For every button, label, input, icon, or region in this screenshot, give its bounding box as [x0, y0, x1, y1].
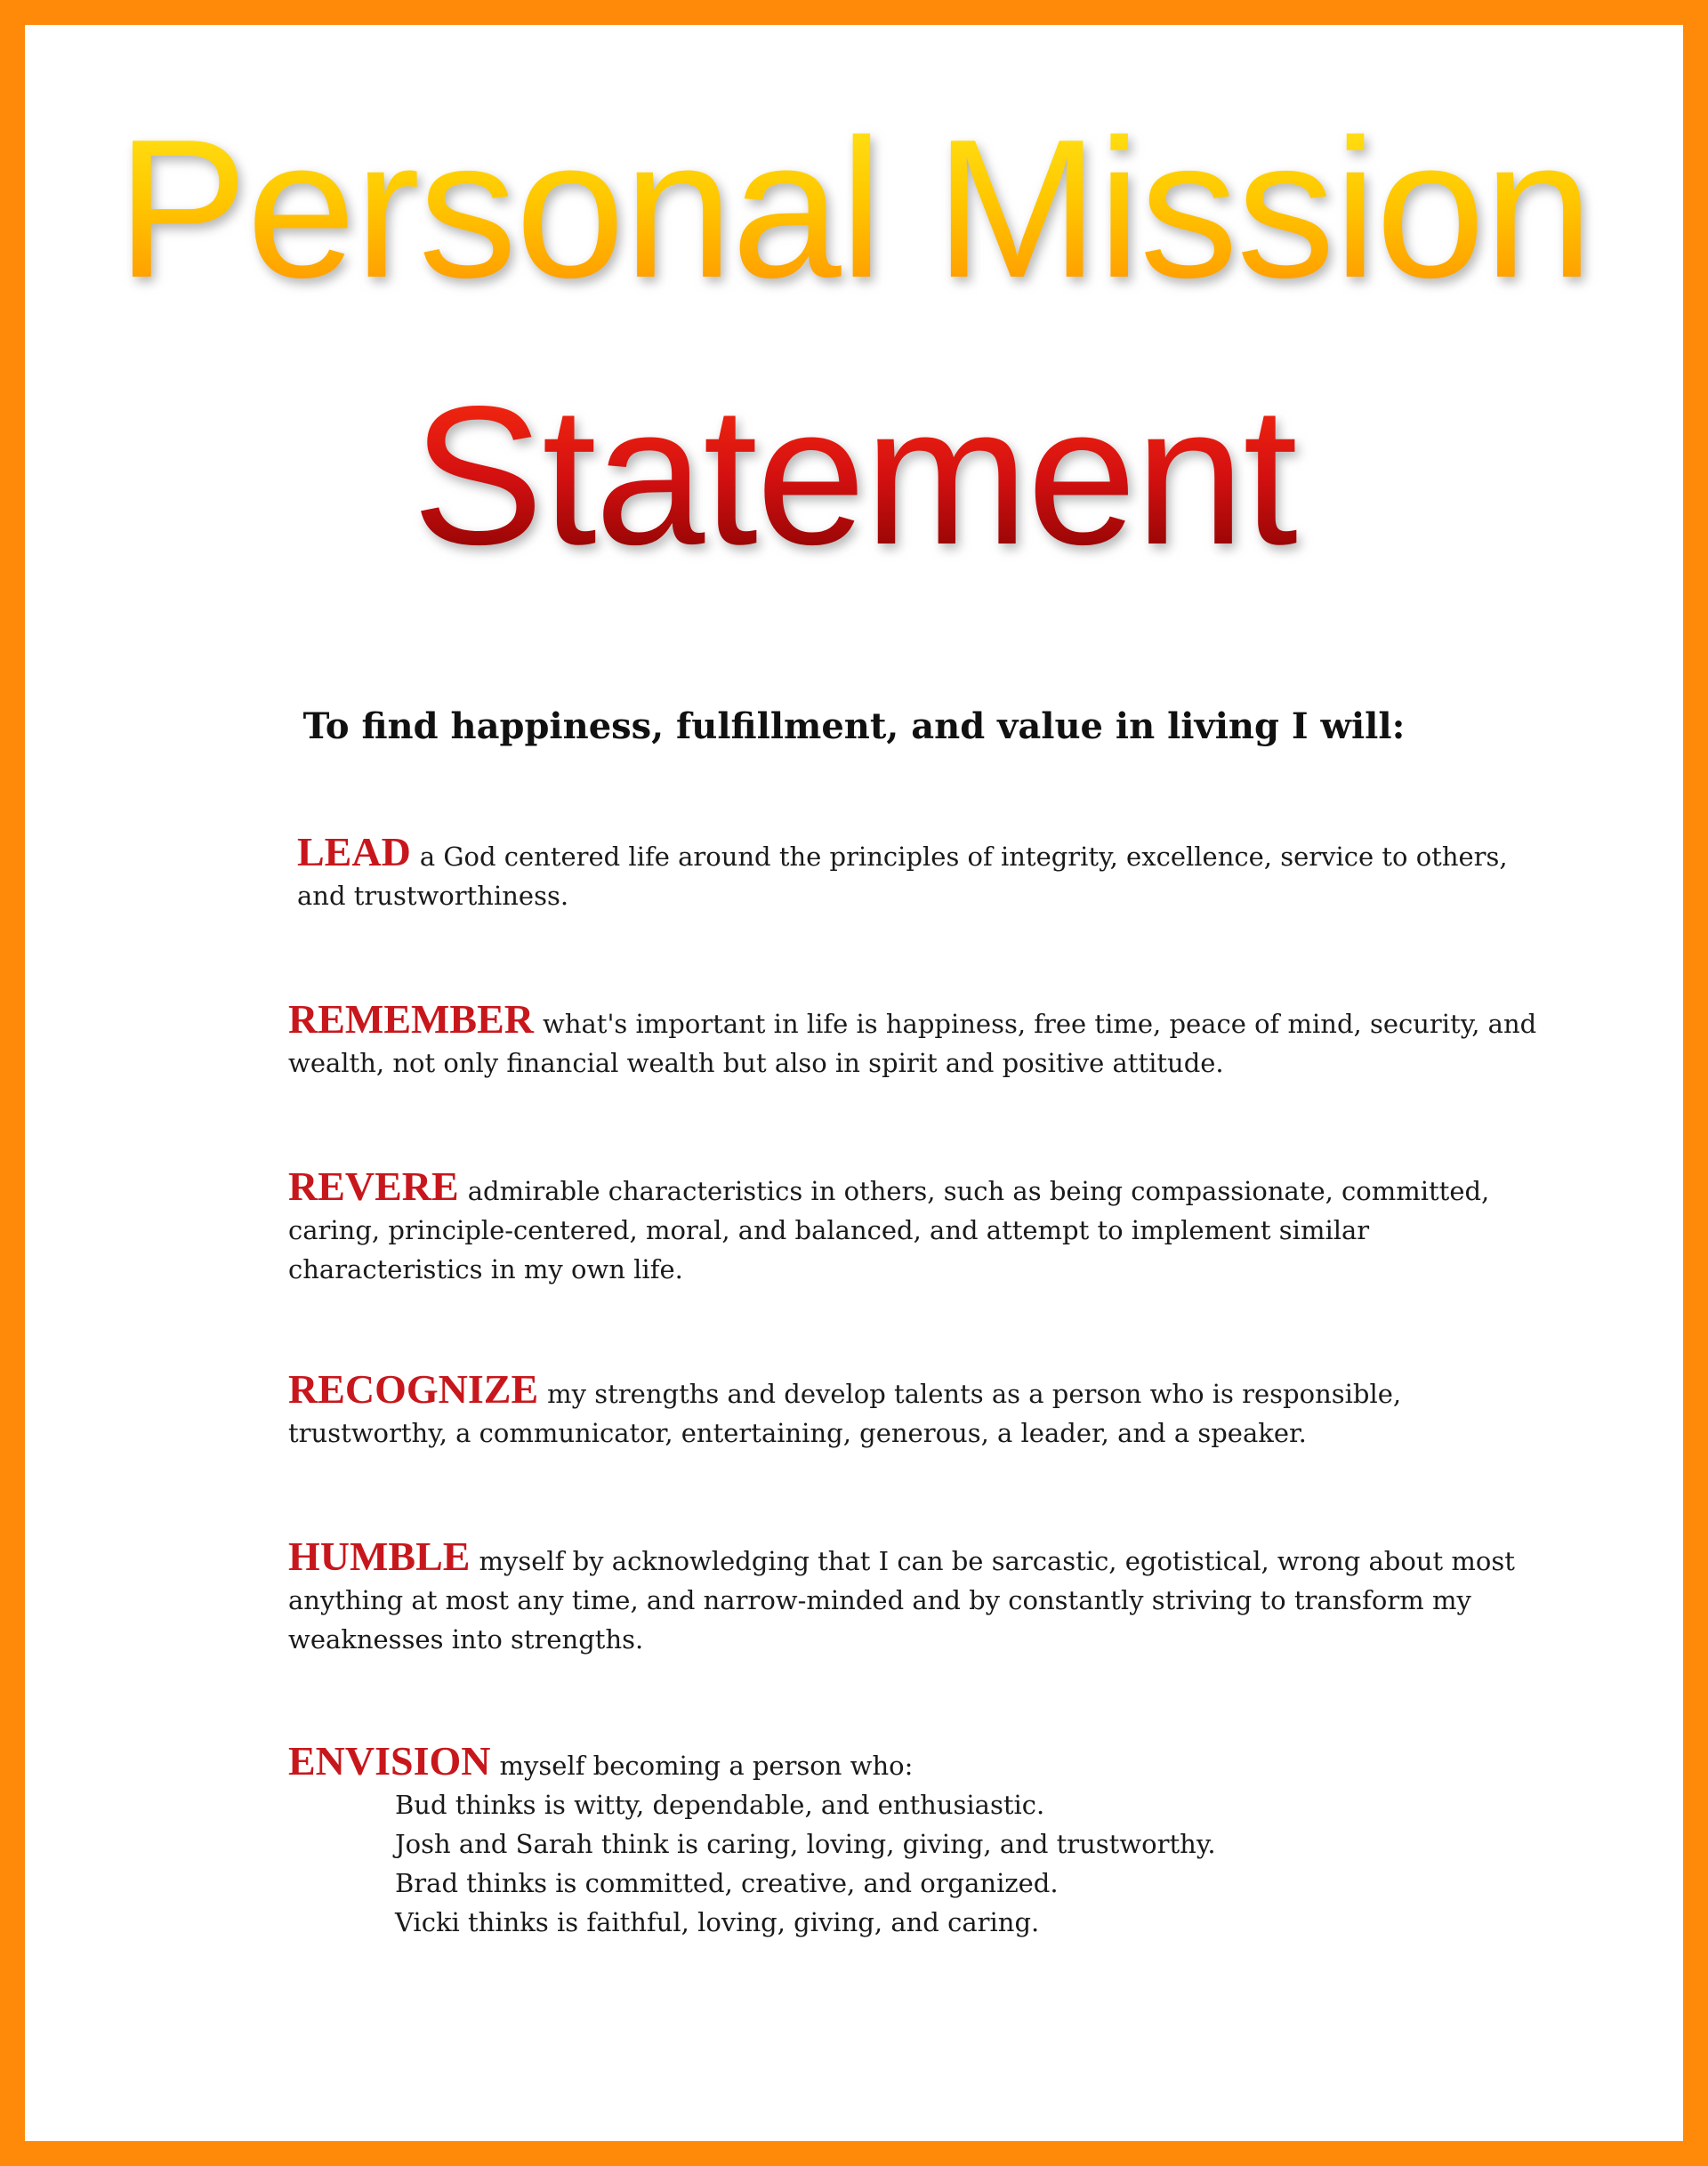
list-item: Bud thinks is witty, dependable, and enthusiastic. [395, 1790, 1045, 1820]
item-keyword: LEAD [297, 829, 411, 874]
item-recognize [288, 1366, 1551, 1453]
item-text: my strengths and develop talents as a person who is responsible, trustworthy, a communicator, entertaining, generous, a leader, and a speaker. [288, 1379, 1402, 1448]
title-line-1: Personal Mission [25, 98, 1683, 320]
item-text: admirable characteristics in others, such as being compassionate, committed, caring, principle-centered, moral, and balanced, and attempt to implement similar characteristics in my own life. [288, 1176, 1490, 1284]
intro-statement: To find happiness, fulfillment, and value in living I will: [302, 705, 1406, 747]
item-text: what's important in life is happiness, free time, peace of mind, security, and wealth, not only financial wealth but also in spirit and positive attitude. [288, 1009, 1537, 1078]
item-humble [288, 1534, 1551, 1659]
title-line-2: Statement [25, 365, 1683, 587]
item-remember [288, 996, 1551, 1083]
item-envision [288, 1738, 1551, 1942]
list-item: Josh and Sarah think is caring, loving, giving, and trustworthy. [395, 1829, 1216, 1859]
item-revere [288, 1164, 1551, 1289]
item-text: a God centered life around the principles of integrity, excellence, service to others, and trustworthiness. [297, 841, 1508, 911]
item-lead [297, 829, 1560, 915]
item-envision-lead [288, 1738, 1551, 1785]
envision-sub-list [288, 1785, 1551, 1942]
list-item: Brad thinks is committed, creative, and organized. [395, 1868, 1059, 1898]
item-keyword: RECOGNIZE [288, 1366, 539, 1412]
item-text: myself by acknowledging that I can be sarcastic, egotistical, wrong about most anything at most any time, and narrow-minded and by constantly striving to transform my weaknesses into strengths. [288, 1546, 1515, 1655]
item-text: myself becoming a person who: [499, 1751, 914, 1781]
item-keyword: HUMBLE [288, 1534, 471, 1579]
item-keyword: ENVISION [288, 1738, 491, 1784]
item-keyword: REMEMBER [288, 996, 534, 1042]
list-item: Vicki thinks is faithful, loving, giving, and caring. [395, 1907, 1040, 1937]
item-keyword: REVERE [288, 1164, 459, 1209]
